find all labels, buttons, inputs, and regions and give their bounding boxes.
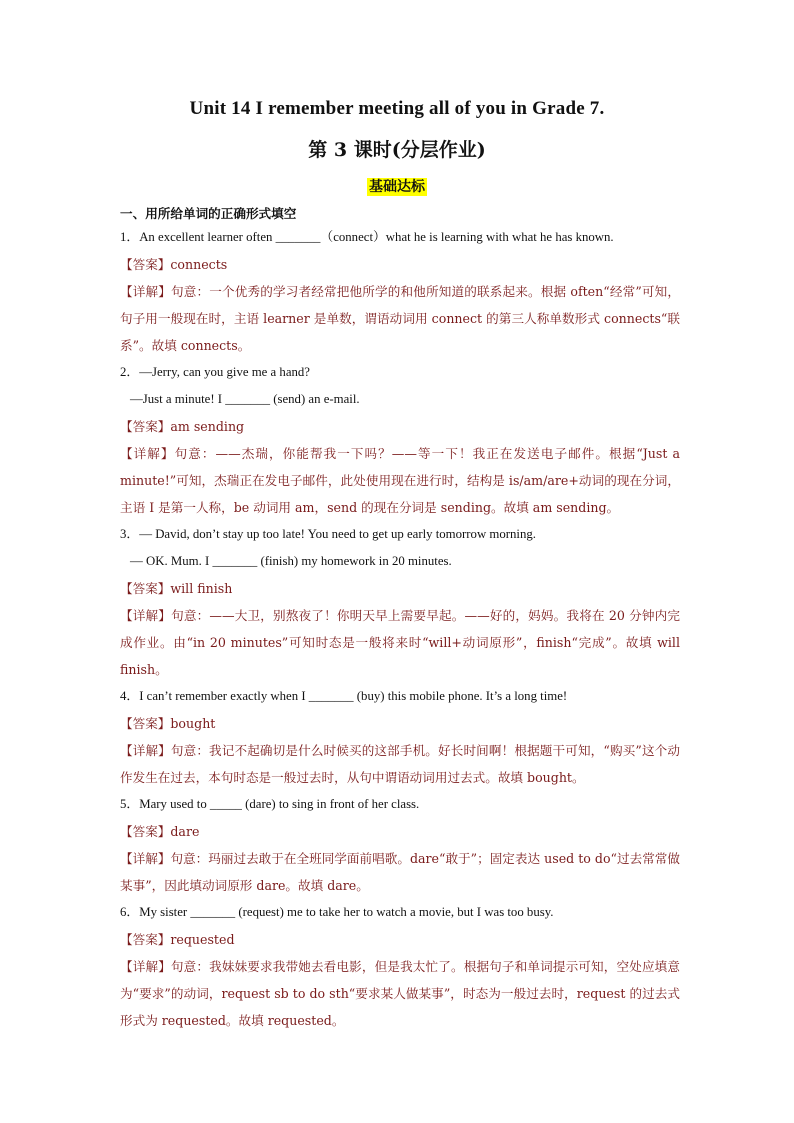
- explain-text: 句意：一个优秀的学习者经常把他所学的和他所知道的联系起来。根据 often“经常”可知，句子用一般现在时，主语 learner 是单数，谓语动词用 connect 的第三人称单数形式 connects“联系”。故填 connects。: [120, 284, 681, 353]
- answer-tag: 【答案】: [120, 716, 171, 731]
- answer-tag: 【答案】: [120, 419, 171, 434]
- answer-tag: 【答案】: [120, 581, 171, 596]
- answer-tag: 【答案】: [120, 932, 171, 947]
- question-text: 6．My sister _______ (request) me to take her to watch a movie, but I was too busy.: [120, 905, 554, 919]
- explain-tag: 【详解】: [120, 608, 172, 623]
- answer-tag: 【答案】: [120, 257, 171, 272]
- explanation: [120, 440, 680, 521]
- question-text: 3．— David, don’t stay up too late! You need to get up early tomorrow morning.: [120, 527, 536, 541]
- explain-text: 句意：我妹妹要求我带她去看电影，但是我太忙了。根据句子和单词提示可知，空处应填意为“要求”的动词，request sb to do sth“要求某人做某事”，时态为一般过去时，request 的过去式形式为 requested。故填 requested。: [120, 959, 681, 1028]
- question-item-1: [120, 224, 680, 359]
- answer-text: dare: [170, 824, 200, 839]
- explain-tag: 【详解】: [120, 284, 171, 299]
- answer-line: [120, 926, 680, 953]
- explain-tag: 【详解】: [120, 851, 171, 866]
- answer-line: [120, 575, 680, 602]
- question-item-5: [120, 791, 680, 899]
- explain-tag: 【详解】: [120, 446, 175, 461]
- explanation: [120, 953, 680, 1034]
- question-item-3: [120, 521, 680, 683]
- question-item-4: [120, 683, 680, 791]
- explain-text: 句意：玛丽过去敢于在全班同学面前唱歌。dare“敢于”；固定表达 used to do“过去常常做某事”，因此填动词原形 dare。故填 dare。: [120, 851, 681, 893]
- explain-text: 句意：——大卫，别熬夜了！你明天早上需要早起。——好的，妈妈。我将在 20 分钟内完成作业。由“in 20 minutes”可知时态是一般将来时“will+动词原形”，finish“完成”。故填 will finish。: [120, 608, 680, 677]
- exercise-content: [120, 204, 680, 1034]
- question-item-2: [120, 359, 680, 521]
- explanation: [120, 602, 680, 683]
- explanation: [120, 845, 680, 899]
- explain-text: 句意：我记不起确切是什么时候买的这部手机。好长时间啊！根据题干可知，“购买”这个动作发生在过去，本句时态是一般过去时，从句中谓语动词用过去式。故填 bought。: [120, 743, 680, 785]
- answer-line: [120, 251, 680, 278]
- explain-tag: 【详解】: [120, 959, 171, 974]
- explanation: [120, 737, 680, 791]
- question-item-6: [120, 899, 680, 1034]
- question-text: 4．I can’t remember exactly when I _______ (buy) this mobile phone. It’s a long time!: [120, 689, 568, 703]
- answer-tag: 【答案】: [120, 824, 171, 839]
- answer-line: [120, 818, 680, 845]
- unit-title: Unit 14 I remember meeting all of you in Grade 7.: [189, 98, 605, 119]
- lesson-title: 第 3 课时(分层作业): [308, 139, 486, 161]
- explain-text: 句意：——杰瑞，你能帮我一下吗？——等一下！我正在发送电子邮件。根据“Just a minute!”可知，杰瑞正在发电子邮件，此处使用现在进行时，结构是 is/am/are+动词的现在分词，主语 I 是第一人称，be 动词用 am，send 的现在分词是 sending。故填 am sending。: [120, 446, 681, 515]
- explanation: [120, 278, 680, 359]
- question-text: 2．—Jerry, can you give me a hand?: [120, 365, 310, 379]
- explain-tag: 【详解】: [120, 743, 171, 758]
- question-text: 5．Mary used to _____ (dare) to sing in front of her class.: [120, 797, 420, 811]
- question-text: 1．An excellent learner often _______（connect）what he is learning with what he has known.: [120, 230, 614, 244]
- answer-text: bought: [170, 716, 216, 731]
- question-text-reply: —Just a minute! I _______ (send) an e-mail.: [130, 392, 360, 406]
- answer-line: [120, 710, 680, 737]
- answer-text: requested: [170, 932, 235, 947]
- answer-line: [120, 413, 680, 440]
- level-badge: [0, 176, 794, 196]
- section-title: 一、用所给单词的正确形式填空: [120, 206, 297, 221]
- answer-text: am sending: [170, 419, 245, 434]
- answer-text: connects: [170, 257, 228, 272]
- answer-text: will finish: [170, 581, 233, 596]
- question-text-reply: — OK. Mum. I _______ (finish) my homework in 20 minutes.: [130, 554, 452, 568]
- level-label: 基础达标: [369, 179, 425, 195]
